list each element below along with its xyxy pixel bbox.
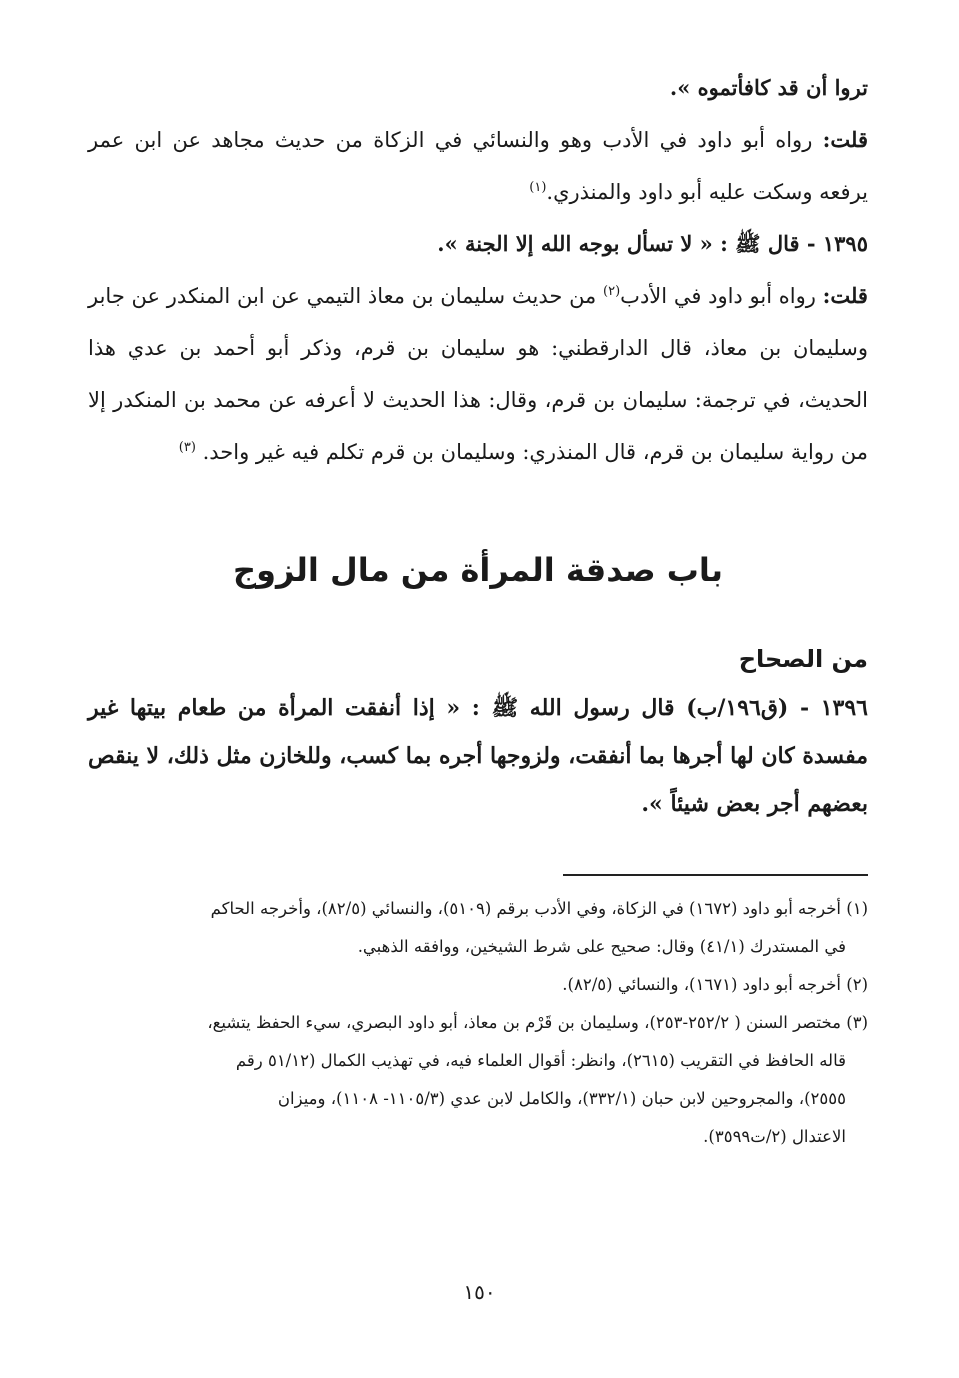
footnote-1-line-1: (١) أخرجه أبو داود (١٦٧٢) في الزكاة، وفي الأدب برقم (٥١٠٩)، والنسائي (٨٢/٥)، وأخرجه الحاكم bbox=[210, 899, 868, 918]
footnote-1-line-2: في المستدرك (٤١/١) وقال: صحيح على شرط الشيخين، ووافقه الذهبي. bbox=[357, 937, 846, 956]
commentary-lead: قلت: bbox=[822, 283, 868, 308]
page-content bbox=[88, 62, 868, 1156]
footnote-3 bbox=[88, 1004, 868, 1156]
commentary-text: رواه أبو داود في الأدب وهو والنسائي في الزكاة من حديث مجاهد عن ابن عمر يرفعه وسكت عليه أبو داود والمنذري. bbox=[88, 128, 868, 204]
section-title: من الصحاح bbox=[738, 645, 868, 673]
page-number: ١٥٠ bbox=[463, 1280, 496, 1304]
footnote-ref-3: (٣) bbox=[178, 440, 196, 455]
footnote-3-line-2: قاله الحافظ في التقريب (٢٦١٥)، وانظر: أقوال العلماء فيه، في تهذيب الكمال (٥١/١٢ رقم bbox=[235, 1051, 846, 1070]
hadith-1395: ١٣٩٥ - قال ﷺ : « لا تسأل بوجه الله إلا الجنة ». bbox=[437, 231, 868, 256]
footnote-3-line-1: (٣) مختصر السنن ( ٢٥٢/٢-٢٥٣)، وسليمان بن قَرْم بن معاذ، أبو داود البصري، سيء الحفظ يتشيع، bbox=[207, 1013, 868, 1032]
paragraph-commentary-2 bbox=[88, 270, 868, 478]
commentary-text: رواه أبو داود في الأدب bbox=[620, 284, 823, 308]
footnote-ref-1: (١) bbox=[529, 180, 547, 195]
paragraph-continuation: تروا أن قد كافأتموه ». bbox=[669, 75, 868, 100]
footnote-2: (٢) أخرجه أبو داود (١٦٧١)، والنسائي (٨٢/٥). bbox=[562, 975, 868, 994]
footnote-3-line-4: الاعتدال (٢/ت٣٥٩٩). bbox=[703, 1127, 846, 1146]
paragraph-commentary-1 bbox=[88, 114, 868, 218]
footnote-3-line-3: ٢٥٥٥)، والمجروحين لابن حبان (٣٣٢/١)، والكامل لابن عدي (١١٠٥/٣- ١١٠٨)، وميزان bbox=[277, 1089, 846, 1108]
footnote-1 bbox=[88, 890, 868, 966]
footnotes bbox=[88, 890, 868, 1156]
footnote-divider bbox=[563, 874, 868, 876]
hadith-1396: ١٣٩٦ - (ق١٩٦/ب) قال رسول الله ﷺ : « إذا أنفقت المرأة من طعام بيتها غير مفسدة كان لها أجرها بما أنفقت، ولزوجها أجره بما كسب، وللخازن مثل ذلك، لا ينقص بعضهم أجر بعض شيئاً ». bbox=[88, 695, 868, 817]
commentary-lead: قلت: bbox=[822, 127, 868, 152]
footnote-ref-2: (٢) bbox=[603, 284, 621, 299]
commentary-text-cont: من حديث سليمان بن معاذ التيمي عن ابن المنكدر عن جابر وسليمان بن معاذ، قال الدارقطني: هو سليمان بن قرم، وذكر أبو أحمد بن عدي هذا الحديث، في ترجمة: سليمان بن قرم، وقال: هذا الحديث لا أعرفه عن محمد بن المنكدر إلا من رواية سليمان بن قرم، قال المنذري: وسليمان بن قرم تكلم فيه غير واحد. bbox=[88, 284, 868, 464]
chapter-title: باب صدقة المرأة من مال الزوج bbox=[233, 551, 723, 589]
